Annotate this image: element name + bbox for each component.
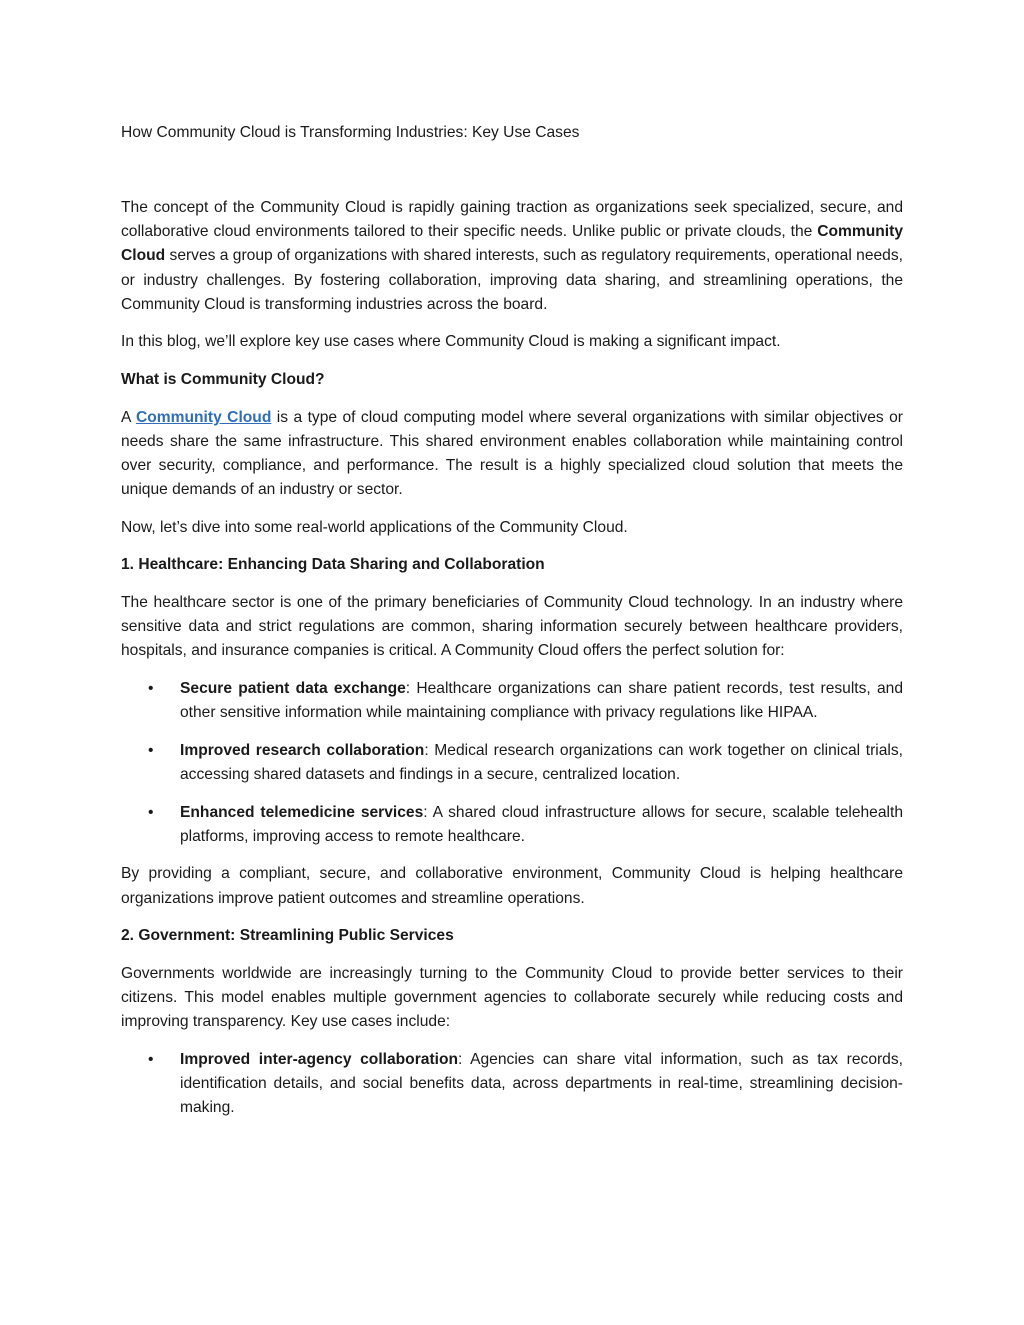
transition-paragraph: Now, let’s dive into some real-world applications of the Community Cloud. bbox=[121, 518, 628, 536]
healthcare-heading: 1. Healthcare: Enhancing Data Sharing and Collaboration bbox=[121, 556, 545, 574]
list-item bbox=[121, 677, 903, 725]
bullet-text: : A shared cloud infrastructure allows for secure, scalable telehealth platforms, improving access to remote healthcare. bbox=[180, 803, 903, 845]
document-title: How Community Cloud is Transforming Industries: Key Use Cases bbox=[121, 124, 580, 141]
intro-text-start: The concept of the Community Cloud is rapidly gaining traction as organizations seek specialized, secure, and collaborative cloud environments tailored to their specific needs. Unlike public or private clouds, the bbox=[121, 199, 903, 241]
healthcare-summary-paragraph: By providing a compliant, secure, and collaborative environment, Community Cloud is helping healthcare organizations improve patient outcomes and streamline operations. bbox=[121, 865, 903, 907]
bullet-text: : Healthcare organizations can share patient records, test results, and other sensitive information while maintaining compliance with privacy regulations like HIPAA. bbox=[180, 679, 904, 722]
intro-paragraph bbox=[121, 196, 903, 317]
bullet-icon: • bbox=[148, 1050, 154, 1068]
bullet-icon: • bbox=[148, 741, 154, 759]
government-intro-paragraph: Governments worldwide are increasingly turning to the Community Cloud to provide better services to their citizens. This model enables multiple government agencies to collaborate securely while reducing costs and improving transparency. Key use cases include: bbox=[121, 964, 903, 1031]
bullet-bold: Improved inter-agency collaboration bbox=[180, 1050, 459, 1068]
blog-overview-paragraph: In this blog, we’ll explore key use cases where Community Cloud is making a significant impact. bbox=[121, 333, 781, 351]
list-item bbox=[121, 739, 903, 787]
government-bullet-list bbox=[121, 1048, 903, 1121]
bullet-text: : Agencies can share vital information, such as tax records, identification details, and social benefits data, across departments in real-time, streamlining decision-making. bbox=[180, 1050, 903, 1117]
government-heading: 2. Government: Streamlining Public Services bbox=[121, 927, 454, 945]
bullet-icon: • bbox=[148, 679, 154, 697]
list-item bbox=[121, 801, 903, 849]
definition-text-end: is a type of cloud computing model where several organizations with similar objectives or needs share the same infrastructure. This shared environment enables collaboration while maintaining control over security, compliance, and performance. The result is a highly specialized cloud solution that meets the unique demands of an industry or sector. bbox=[121, 408, 903, 499]
bullet-text: : Medical research organizations can work together on clinical trials, accessing shared datasets and findings in a secure, centralized location. bbox=[180, 741, 904, 783]
what-is-heading: What is Community Cloud? bbox=[121, 371, 325, 388]
healthcare-bullet-list bbox=[121, 677, 903, 849]
list-item bbox=[121, 1048, 903, 1121]
definition-paragraph bbox=[121, 406, 903, 503]
healthcare-intro-paragraph: The healthcare sector is one of the primary beneficiaries of Community Cloud technology. In an industry where sensitive data and strict regulations are common, sharing information securely between healthcare providers, hospitals, and insurance companies is critical. A Community Cloud offers the perfect solution for: bbox=[121, 593, 903, 660]
definition-text-start: A bbox=[121, 408, 136, 426]
intro-text-end: serves a group of organizations with shared interests, such as regulatory requirements, operational needs, or industry challenges. By fostering collaboration, improving data sharing, and streamlining operations, the Community Cloud is transforming industries across the board. bbox=[121, 247, 903, 313]
bullet-icon: • bbox=[148, 803, 154, 821]
bullet-bold: Secure patient data exchange bbox=[180, 679, 406, 697]
intro-bold-term: Community Cloud bbox=[121, 223, 903, 265]
bullet-bold: Enhanced telemedicine services bbox=[180, 803, 424, 821]
document-body bbox=[121, 196, 903, 1134]
bullet-bold: Improved research collaboration bbox=[180, 741, 425, 759]
community-cloud-link[interactable]: Community Cloud bbox=[135, 408, 272, 426]
